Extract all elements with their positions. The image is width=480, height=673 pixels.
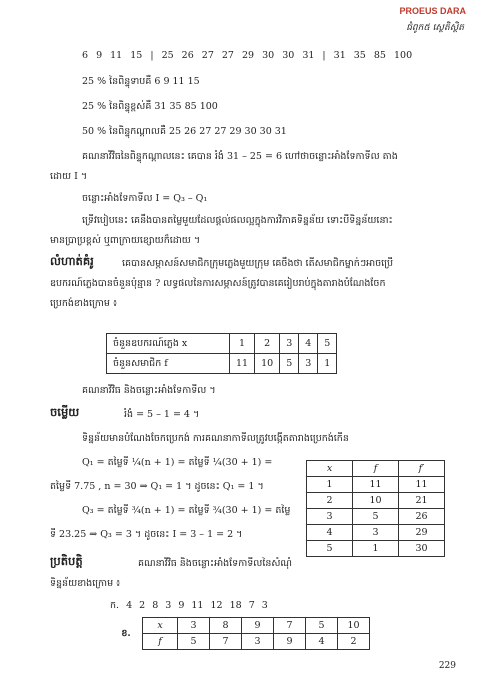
table-row xyxy=(307,541,445,557)
table-header-cell: f xyxy=(143,634,178,650)
q1-line-1: Q₁ = តម្លៃទី ¼(n + 1) = តម្លៃទី ¼(30 + 1) = xyxy=(82,457,273,468)
cumulative-note: ទិន្នន័យមានបំណែងចែកប្រេកង់ ការគណនាកាទីលត្រូវបង្កើតតារាងប្រេកង់កើន xyxy=(82,433,349,444)
table-cell: 5 xyxy=(178,634,210,650)
table-cell: 11 xyxy=(353,477,399,493)
table-cell: 1 xyxy=(307,477,353,493)
example-text-2: ឧបករណ៍ភ្លេងបានចំនួនប៉ុន្មាន ? លទ្ធផលនៃការសម្ភាសន៍ត្រូវបានគេរៀបរាប់ក្នុងតារាងបំណែងចែក xyxy=(50,278,386,289)
table-cell: 8 xyxy=(210,618,242,634)
table-header-cell: f′ xyxy=(399,461,445,477)
table-row xyxy=(107,354,337,374)
table-row xyxy=(110,618,370,634)
table-cell: 4 xyxy=(299,334,318,354)
table-cell: 3 xyxy=(280,334,299,354)
table-cell: 3 xyxy=(299,354,318,374)
table-cell: 9 xyxy=(242,618,274,634)
table-row xyxy=(307,493,445,509)
table-cell: 11 xyxy=(399,477,445,493)
exercise-data-a: ក. 4 2 8 3 9 11 12 18 7 3 xyxy=(110,600,268,611)
table-cell: 30 xyxy=(399,541,445,557)
table-cell: 21 xyxy=(399,493,445,509)
table-row xyxy=(307,477,445,493)
table-row xyxy=(110,634,370,650)
answer-label: ចម្លើយ xyxy=(50,405,80,419)
quartile-middle: 50 % នៃពិន្ទុកណ្តាលគឺ 25 26 27 27 29 30 30 31 xyxy=(82,126,287,137)
q1-line-2: តម្លៃទី 7.75 , n = 30 ⇒ Q₁ = 1 ។ ដូចនេះ Q₁ = 1 ។ xyxy=(50,481,264,492)
table-cell: 2 xyxy=(338,634,370,650)
page-number: 229 xyxy=(438,661,456,671)
table-cell: 3 xyxy=(178,618,210,634)
question-text: គណនាវិវិធ និងចន្លោះអាំងទែកាទីល ។ xyxy=(82,385,216,396)
brand-name: PROEUS DARA xyxy=(399,6,466,16)
exercise-label: ប្រតិបត្តិ xyxy=(50,554,83,568)
table-cell: 29 xyxy=(399,525,445,541)
table-cell: 4 xyxy=(306,634,338,650)
table-cell: ចំនួនសមាជិក f xyxy=(107,354,230,374)
table-header-cell: f xyxy=(353,461,399,477)
table-cell: 7 xyxy=(274,618,306,634)
paragraph-method-2: មានប្រាប្រខ្ពស់ ឬពាក្រាយខ្សោយក៏ដោយ ។ xyxy=(50,235,201,246)
table-row xyxy=(307,509,445,525)
table-cell: 1 xyxy=(353,541,399,557)
table-cell: 9 xyxy=(274,634,306,650)
table-cell: ចំនួនឧបករណ៍ភ្លេង x xyxy=(107,334,230,354)
chapter-heading: ជំពូក៥ ស្ថេតិស្ថិត xyxy=(406,23,464,33)
table-row xyxy=(107,334,337,354)
frequency-table xyxy=(106,333,337,374)
paragraph-range-2: ដោយ I ។ xyxy=(50,171,88,182)
iqr-formula: ចន្លោះអាំងទែកាទីល I = Q₃ – Q₁ xyxy=(82,193,208,204)
cumulative-frequency-table xyxy=(306,460,445,557)
table-cell: 11 xyxy=(230,354,255,374)
table-cell: 26 xyxy=(399,509,445,525)
example-text-3: ប្រេកង់ខាងក្រោម ៖ xyxy=(50,298,118,309)
table-cell: 3 xyxy=(242,634,274,650)
table-cell: 10 xyxy=(338,618,370,634)
table-header-row xyxy=(307,461,445,477)
exercise-text-2: ទិន្នន័យខាងក្រោម ៖ xyxy=(50,578,121,589)
table-cell: 10 xyxy=(255,354,280,374)
table-cell: 5 xyxy=(318,334,337,354)
quartile-high: 25 % នៃពិន្ទុខ្ពស់គឺ 31 35 85 100 xyxy=(82,101,218,112)
table-cell: 5 xyxy=(307,541,353,557)
example-label: លំហាត់គំរូ xyxy=(50,254,94,268)
exercise-b-label: ខ. xyxy=(121,627,131,639)
paragraph-method-1: ទ្រើវបៀបនេះ គេនឹងបានតម្លៃមួយដែលផ្តល់ផលល្អក្នុងការវិភាគទិន្នន័យ ទោះបីទិន្នន័យនោះ xyxy=(82,215,393,226)
table-cell: 7 xyxy=(210,634,242,650)
table-row xyxy=(307,525,445,541)
q3-line-1: Q₃ = តម្លៃទី ¾(n + 1) = តម្លៃទី ¾(30 + 1) = តម្លៃ xyxy=(82,505,291,516)
table-cell: 10 xyxy=(353,493,399,509)
range-answer: រំងំ = 5 – 1 = 4 ។ xyxy=(124,409,200,420)
table-cell: 4 xyxy=(307,525,353,541)
quartile-low: 25 % នៃពិន្ទុទាបគឺ 6 9 11 15 xyxy=(82,76,200,87)
table-cell: 2 xyxy=(307,493,353,509)
table-header-cell: x xyxy=(143,618,178,634)
q3-line-2: ទី 23.25 ⇒ Q₃ = 3 ។ ដូចនេះ I = 3 – 1 = 2 ។ xyxy=(50,529,243,540)
table-cell: 5 xyxy=(306,618,338,634)
exercise-table-b xyxy=(110,617,370,650)
table-header-cell: x xyxy=(307,461,353,477)
table-cell: 5 xyxy=(353,509,399,525)
table-cell: 1 xyxy=(230,334,255,354)
exercise-text-1: គណនាវិវិធ និងចន្លោះអាំងទែកាទីលនៃសំណុំ xyxy=(138,558,293,569)
ordered-data-sequence: 6 9 11 15 | 25 26 27 27 29 30 30 31 | 31 35 85 100 xyxy=(82,50,413,61)
table-cell: 3 xyxy=(353,525,399,541)
table-cell: 1 xyxy=(318,354,337,374)
table-cell: 3 xyxy=(307,509,353,525)
table-cell: 2 xyxy=(255,334,280,354)
table-cell: 5 xyxy=(280,354,299,374)
example-text-1: គេបានសម្ភាសន៍សមាជិកក្រុមភ្លេងមួយក្រុម គេចឹងថា តើសមាជិកម្នាក់ៗអាចប្រើ xyxy=(122,258,394,269)
paragraph-range-1: គណនាវិវិធនៃពិន្ទុកណ្តាលនេះ គេបាន រំងំ 31 – 25 = 6 ហៅថាចន្លោះអាំងទែកាទីល តាង xyxy=(82,151,398,162)
